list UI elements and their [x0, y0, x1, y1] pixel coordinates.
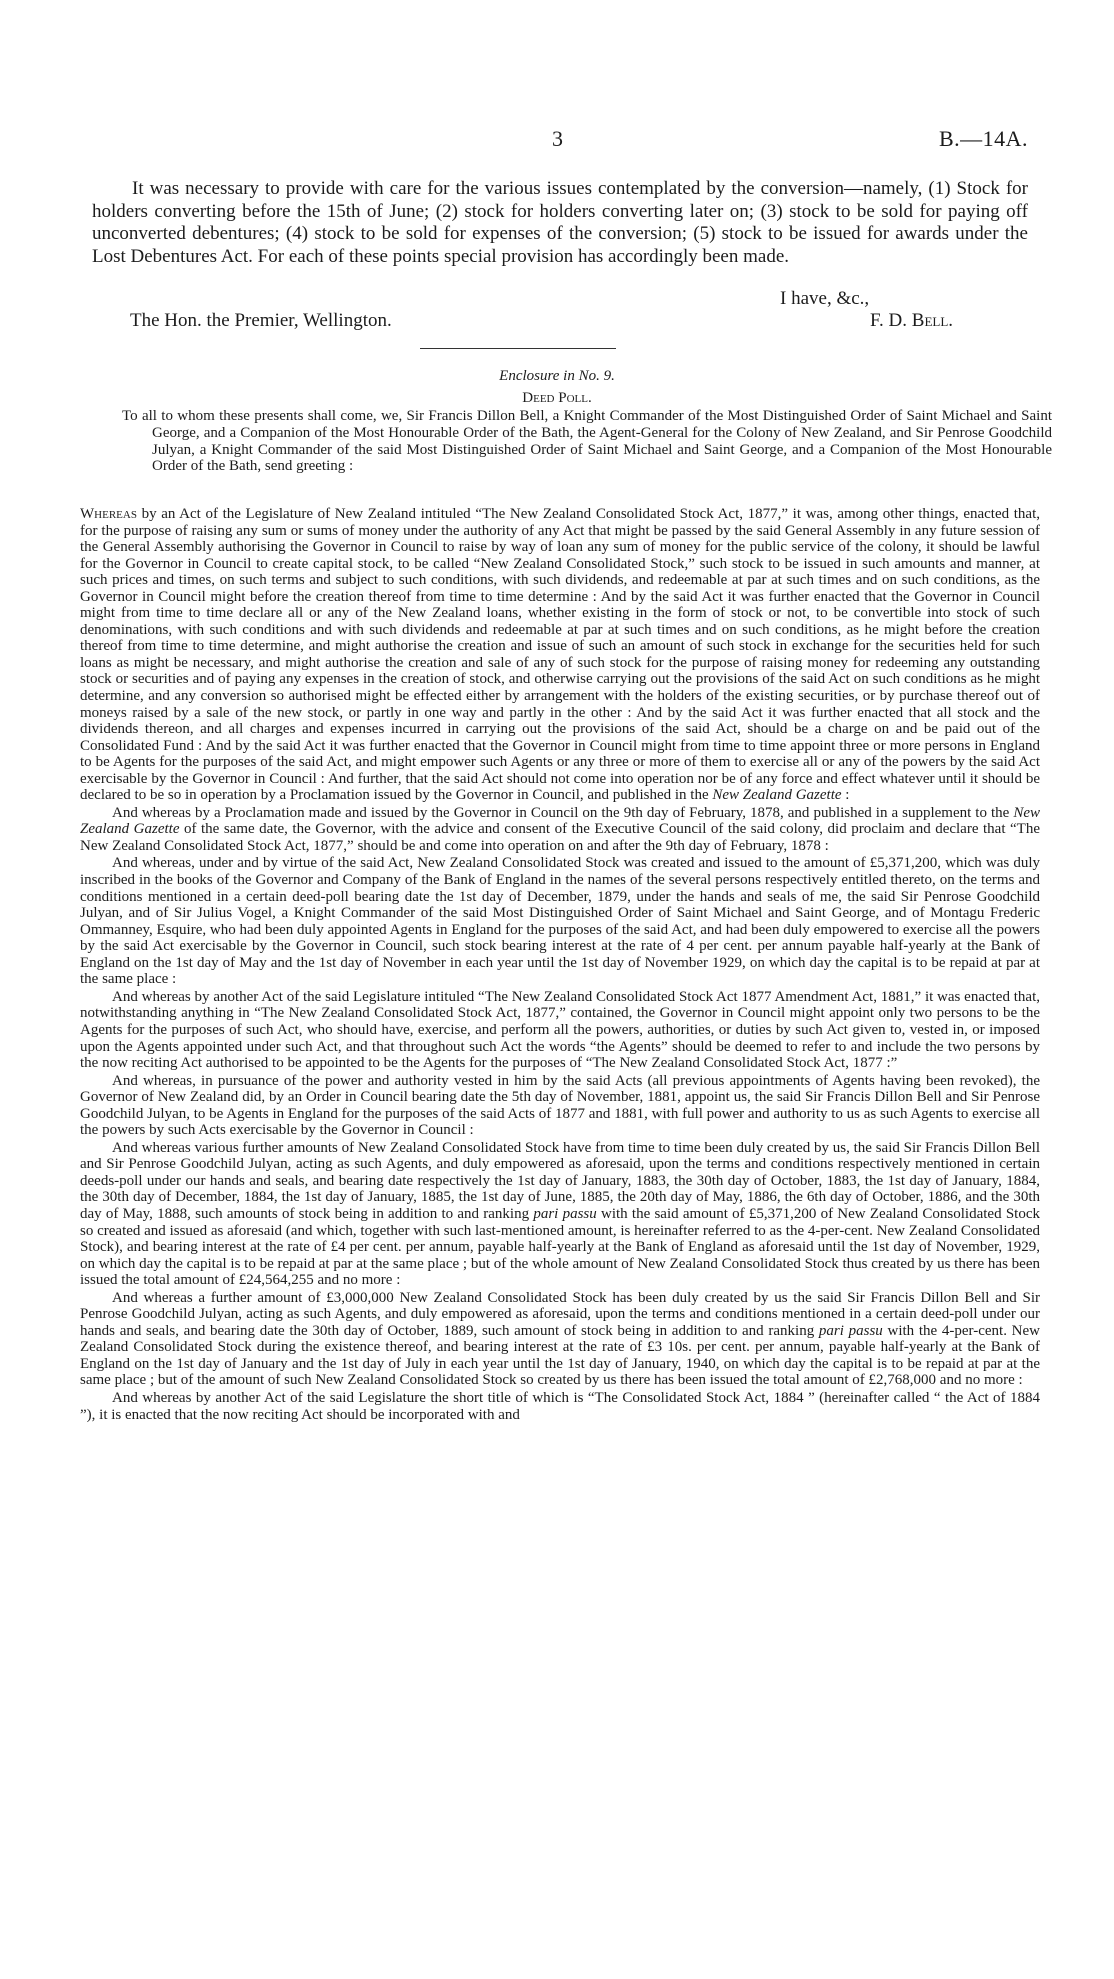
paragraph-lead: Whereas	[80, 506, 137, 522]
deed-body	[80, 506, 1040, 1424]
letter-closing: I have, &c.,	[780, 288, 870, 309]
paragraph-1	[80, 506, 1040, 804]
document-reference: B.—14A.	[938, 126, 1028, 151]
intro-paragraph: It was necessary to provide with care for the various issues contemplated by the conversion—namely, (1) Stock for holders converting before the 15th of June; (2) stock for holders converting later on; (3) stock to be sold for paying off unconverted debentures; (4) stock to be sold for expenses of the conversion; (5) stock to be issued for awards under the Lost Debentures Act. For each of these points special provision has accordingly been made.	[92, 178, 1028, 267]
paragraph-8: And whereas by another Act of the said Legislature the short title of which is “The Consolidated Stock Act, 1884 ” (hereinafter called “ the Act of 1884 ”), it is enacted that the now reciting Act should be incorporated with and	[80, 1389, 1040, 1423]
deed-greeting: To all to whom these presents shall come, we, Sir Francis Dillon Bell, a Knight Commander of the Most Distinguished Order of Saint Michael and Saint George, and a Companion of the Most Honourable Order of the Bath, the Agent-General for the Colony of New Zealand, and Sir Penrose Goodchild Julyan, a Knight Commander of the said Most Distinguished Order of Saint Michael and Saint George, and a Companion of the Most Honourable Order of the Bath, send greeting :	[122, 408, 1052, 475]
latin-term: pari passu	[533, 1205, 597, 1222]
paragraph-3: And whereas, under and by virtue of the said Act, New Zealand Consolidated Stock was created and issued to the amount of £5,371,200, which was duly inscribed in the books of the Governor and Company of the Bank of England in the names of the several persons respectively entitled thereto, on the terms and conditions mentioned in a certain deed-poll bearing date the 1st day of December, 1879, under the hands and seals of me, the said Sir Penrose Goodchild Julyan, and of Sir Julius Vogel, a Knight Commander of the said Most Distinguished Order of Saint Michael and Saint George, and of Montagu Frederic Ommanney, Esquire, who had been duly appointed Agents in England for the purposes of the said Act, and had been duly empowered to exercise all the powers by the said Act exercisable by the Governor in Council, such stock bearing interest at the rate of 4 per cent. per annum payable half-yearly at the Bank of England on the 1st day of May and the 1st day of November in each year until the 1st day of November 1929, on which day the capital is to be repaid at par at the same place :	[80, 855, 1040, 988]
section-divider	[420, 348, 616, 349]
page-number: 3	[552, 126, 563, 151]
latin-term: pari passu	[818, 1322, 883, 1339]
paragraph-text: of the same date, the Governor, with the advice and consent of the Executive Council of the said colony, did proclaim and declare that “The New Zealand Consolidated Stock Act, 1877,” should be and come into operation on and after the 9th day of February, 1878 :	[80, 821, 1040, 854]
paragraph-6	[80, 1140, 1040, 1289]
enclosure-title: Enclosure in No. 9.	[499, 368, 615, 384]
paragraph-5: And whereas, in pursuance of the power and authority vested in him by the said Acts (all previous appointments of Agents having been revoked), the Governor of New Zealand did, by an Order in Council bearing date the 5th day of November, 1881, appoint us, the said Sir Francis Dillon Bell and Sir Penrose Goodchild Julyan, to be Agents in England for the purposes of the said Acts of 1877 and 1881, with full power and authority to us as such Agents to exercise all the powers by such Acts exercisable by the Governor in Council :	[80, 1072, 1040, 1139]
gazette-reference: New Zealand Gazette	[712, 787, 842, 804]
letter-signature: F. D. Bell.	[870, 310, 954, 331]
paragraph-7	[80, 1290, 1040, 1389]
paragraph-text: And whereas a further amount of £3,000,000 New Zealand Consolidated Stock has been duly created by us the said Sir Francis Dillon Bell and Sir Penrose Goodchild Julyan, acting as such Agents, and duly empowered as aforesaid, upon the terms and conditions mentioned in a certain deed-poll under our hands and seals, and bearing date the 30th day of October, 1889, such amount of stock being in addition to and ranking	[80, 1289, 1040, 1339]
letter-addressee: The Hon. the Premier, Wellington.	[130, 310, 392, 331]
gazette-reference: New Zealand Gazette	[80, 804, 1040, 838]
paragraph-text: with the said amount of £5,371,200 of New Zealand Consolidated Stock so created and issued as aforesaid (and which, together with such last-mentioned amount, is hereinafter referred to as the 4-per-cent. New Zealand Consolidated Stock), and bearing interest at the rate of £4 per cent. per annum, payable half-yearly at the Bank of England as aforesaid until the 1st day of November, 1929, on which day the capital is to be repaid at par at the same place ; but of the whole amount of New Zealand Consolidated Stock thus created by us there has been issued the total amount of £24,564,255 and no more :	[80, 1205, 1040, 1289]
paragraph-4: And whereas by another Act of the said Legislature intituled “The New Zealand Consolidated Stock Act 1877 Amendment Act, 1881,” it was enacted that, notwithstanding anything in “The New Zealand Consolidated Stock Act, 1877,” contained, the Governor in Council might appoint only two persons to be the Agents for the purposes of such Act, who should have, exercise, and perform all the powers, authorities, or duties by such Act given to, vested in, or imposed upon the Agents appointed under such Act, and that throughout such Act the words “the Agents” should be deemed to refer to and include the two persons by the now reciting Act authorised to be appointed to be the Agents for the purposes of “The New Zealand Consolidated Stock Act, 1877 :”	[80, 988, 1040, 1072]
intro-section	[92, 178, 1028, 268]
paragraph-text: And whereas by a Proclamation made and issued by the Governor in Council on the 9th day of February, 1878, and published in a supplement to the	[112, 804, 1014, 821]
deed-title: Deed Poll.	[522, 390, 592, 406]
paragraph-text: by an Act of the Legislature of New Zealand intituled “The New Zealand Consolidated Stock Act, 1877,” it was, among other things, enacted that, for the purpose of raising any sum or sums of money under the authority of any Act that might be passed by the said General Assembly in any future session of the General Assembly authorising the Governor in Council to raise by way of loan any sum of money for the public service of the colony, it should be lawful for the Governor in Council to create capital stock, to be called “New Zealand Consolidated Stock,” such stock to be issued in such amounts and manner, at such prices and times, on such terms and subject to such conditions, with such dividends, and redeemable at par at such times and on such conditions, as the Governor in Council might before the creation thereof from time to time determine : And by the said Act it was further enacted that the Governor in Council might from time to time declare all or any of the New Zealand loans, whether existing in the form of stock or not, to be convertible into stock of such denominations, with such conditions and with such dividends and redeemable at par at such times and on such conditions, as he might before the creation thereof from time to time determine, and might authorise the creation and issue of such an amount of such stock in exchange for the securities held for such loans as might be necessary, and might authorise the creation and sale of any of such stock for the purpose of raising money for redeeming any outstanding stock or securities and of paying any expenses in the creation of stock, and otherwise carrying out the provisions of the said Act on such conditions as he might determine, and any conversion so authorised might be effected either by arrangement with the holders of the existing securities, or by purchase thereof out of moneys raised by a sale of the new stock, or partly in one way and partly in the other : And by the said Act it was further enacted that all stock and the dividends thereon, and all charges and expenses incurred in carrying out the provisions of the said Act, should be a charge on and be paid out of the Consolidated Fund : And by the said Act it was further enacted that the Governor in Council might from time to time appoint three or more persons in England to be Agents for the purposes of the said Act, and might empower such Agents or any three or more of them to exercise all or any of the powers by the said Act exercisable by the Governor in Council : And further, that the said Act should not come into operation nor be of any force and effect whatever until it should be declared to be so in operation by a Proclamation issued by the Governor in Council, and published in the	[80, 506, 1040, 804]
paragraph-text: And whereas various further amounts of New Zealand Consolidated Stock have from time to time been duly created by us, the said Sir Francis Dillon Bell and Sir Penrose Goodchild Julyan, acting as such Agents, and duly empowered as aforesaid, upon the terms and conditions respectively mentioned in certain deeds-poll under our hands and seals, and bearing date respectively the 1st day of January, 1883, the 30th day of October, 1883, the 1st day of January, 1884, the 30th day of December, 1884, the 1st day of January, 1885, the 1st day of June, 1885, the 20th day of May, 1886, the 6th day of October, 1886, and the 30th day of May, 1888, such amounts of stock being in addition to and ranking	[80, 1139, 1040, 1222]
paragraph-text: with the 4-per-cent. New Zealand Consolidated Stock during the existence thereof, and bearing interest at the rate of £3 10s. per cent. per annum, payable half-yearly at the Bank of England on the 1st day of January and the 1st day of July in each year until the 1st day of January, 1940, on which day the capital is to be repaid at par at the same place ; but of the amount of such New Zealand Consolidated Stock so created by us there has been issued the total amount of £2,768,000 and no more :	[80, 1322, 1040, 1389]
paragraph-text: :	[841, 787, 850, 804]
page-header	[0, 126, 1114, 156]
paragraph-2	[80, 805, 1040, 855]
